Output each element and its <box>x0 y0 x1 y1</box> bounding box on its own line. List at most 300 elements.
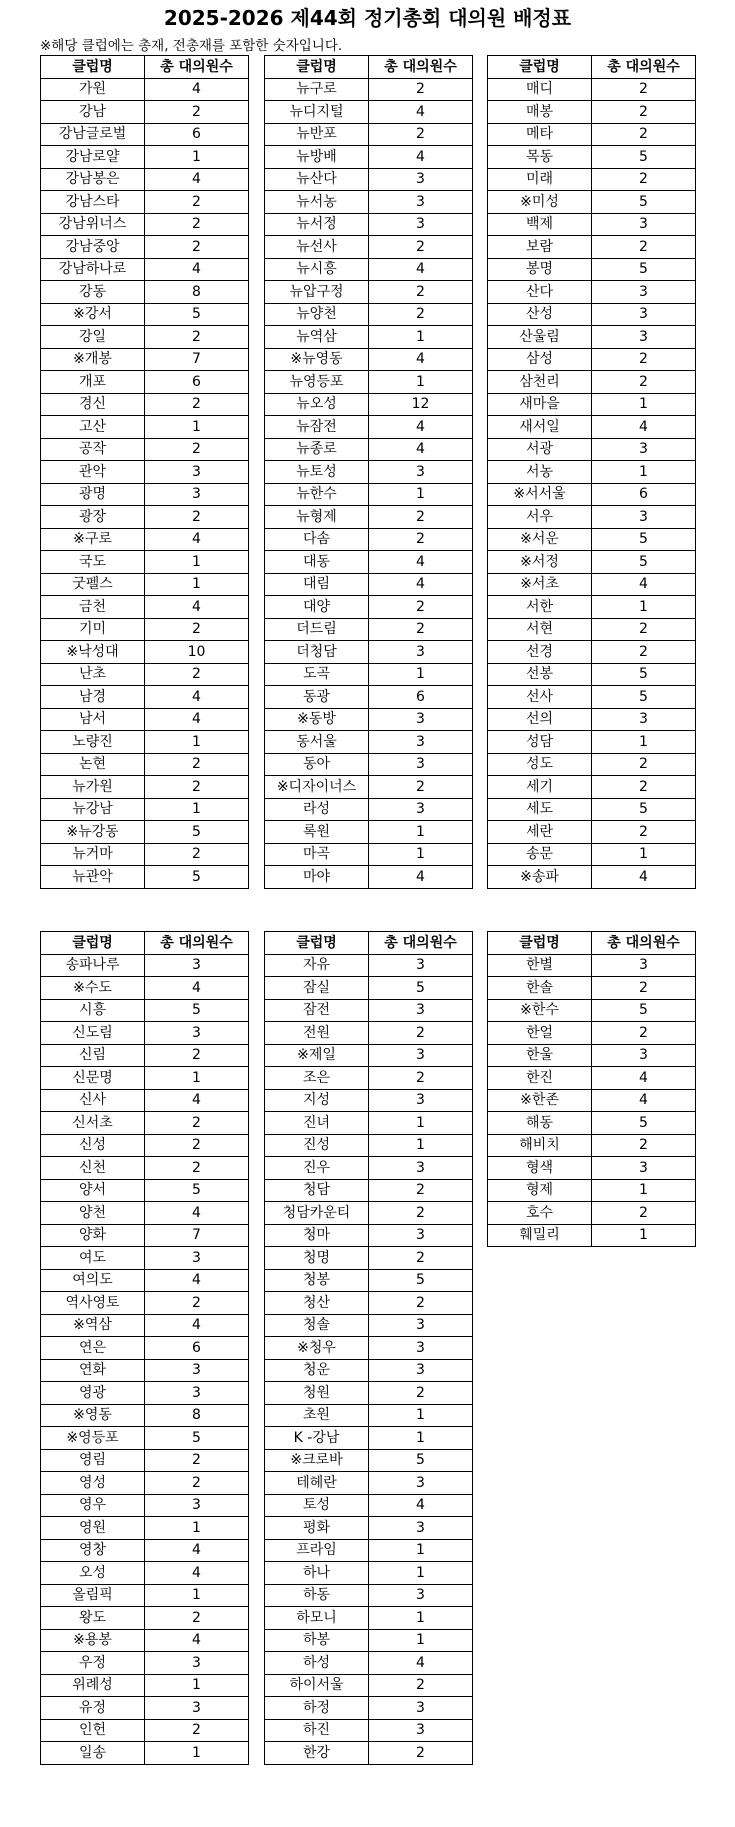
table-row <box>265 1382 473 1405</box>
table-row <box>41 303 249 326</box>
header-club-name: 클럽명 <box>41 932 145 955</box>
table-row <box>488 348 696 371</box>
delegate-count-cell: 3 <box>145 1697 249 1720</box>
table-row <box>488 641 696 664</box>
delegate-count-cell: 3 <box>369 1472 473 1495</box>
delegate-count-cell: 3 <box>369 1719 473 1742</box>
delegate-count-cell: 4 <box>145 78 249 101</box>
table-row <box>41 528 249 551</box>
table-row <box>41 1157 249 1180</box>
club-name-cell: 신도림 <box>41 1022 145 1045</box>
delegate-count-cell: 5 <box>369 977 473 1000</box>
table-row <box>41 101 249 124</box>
club-name-cell: 뉴구로 <box>265 78 369 101</box>
delegate-count-cell: 2 <box>592 371 696 394</box>
table-row <box>41 708 249 731</box>
delegate-count-cell: 2 <box>592 1022 696 1045</box>
club-name-cell: 관악 <box>41 461 145 484</box>
delegate-count-cell: 1 <box>369 821 473 844</box>
delegate-count-cell: 1 <box>592 1224 696 1247</box>
delegate-count-cell: 4 <box>369 1494 473 1517</box>
table-row <box>488 483 696 506</box>
delegate-count-cell: 2 <box>369 1292 473 1315</box>
club-name-cell: 새서일 <box>488 416 592 439</box>
delegate-count-cell: 3 <box>369 1314 473 1337</box>
table-row <box>488 708 696 731</box>
delegate-count-cell: 4 <box>592 866 696 889</box>
delegate-count-cell: 1 <box>369 1134 473 1157</box>
table-row <box>41 843 249 866</box>
club-name-cell: 도곡 <box>265 663 369 686</box>
delegate-count-cell: 4 <box>145 1202 249 1225</box>
club-name-cell: 뉴형제 <box>265 506 369 529</box>
delegate-count-cell: 3 <box>369 1157 473 1180</box>
header-row <box>41 56 249 79</box>
delegate-count-cell: 5 <box>592 1112 696 1135</box>
club-name-cell: 하이서울 <box>265 1674 369 1697</box>
club-name-cell: 강일 <box>41 326 145 349</box>
table-row <box>265 483 473 506</box>
table-row <box>488 977 696 1000</box>
club-name-cell: 뉴종로 <box>265 438 369 461</box>
club-name-cell: 하정 <box>265 1697 369 1720</box>
club-name-cell: 대동 <box>265 551 369 574</box>
delegate-count-cell: 5 <box>592 999 696 1022</box>
header-row <box>41 932 249 955</box>
delegate-count-cell: 3 <box>369 708 473 731</box>
club-name-cell: 프라임 <box>265 1539 369 1562</box>
delegate-count-cell: 3 <box>145 954 249 977</box>
delegate-count-cell: 1 <box>369 663 473 686</box>
table-row <box>488 596 696 619</box>
club-name-cell: ※서정 <box>488 551 592 574</box>
delegate-count-cell: 6 <box>369 686 473 709</box>
delegate-count-cell: 4 <box>369 416 473 439</box>
table-row <box>488 168 696 191</box>
club-name-cell: 여의도 <box>41 1269 145 1292</box>
club-name-cell: 양서 <box>41 1179 145 1202</box>
table-row <box>41 1404 249 1427</box>
delegate-count-cell: 1 <box>592 393 696 416</box>
delegate-count-cell: 2 <box>369 78 473 101</box>
delegate-count-cell: 5 <box>592 528 696 551</box>
table-row <box>41 731 249 754</box>
delegate-count-cell: 2 <box>145 393 249 416</box>
club-table-3 <box>487 55 696 889</box>
header-row <box>265 56 473 79</box>
header-delegate-count: 총 대의원수 <box>592 932 696 955</box>
club-name-cell: 여도 <box>41 1247 145 1270</box>
table-row <box>41 1427 249 1450</box>
club-name-cell: 시흥 <box>41 999 145 1022</box>
club-name-cell: 연은 <box>41 1337 145 1360</box>
table-row <box>41 1179 249 1202</box>
table-row <box>488 663 696 686</box>
table-row <box>41 954 249 977</box>
table-row <box>488 146 696 169</box>
header-club-name: 클럽명 <box>41 56 145 79</box>
delegate-count-cell: 3 <box>145 1494 249 1517</box>
delegate-count-cell: 4 <box>145 168 249 191</box>
club-name-cell: 뉴서농 <box>265 191 369 214</box>
club-name-cell: ※영동 <box>41 1404 145 1427</box>
club-name-cell: 강남글로벌 <box>41 123 145 146</box>
club-name-cell: 신사 <box>41 1089 145 1112</box>
delegate-count-cell: 3 <box>592 438 696 461</box>
club-name-cell: 형색 <box>488 1157 592 1180</box>
table-row <box>41 258 249 281</box>
table-row <box>41 1224 249 1247</box>
club-name-cell: 신서초 <box>41 1112 145 1135</box>
table-row <box>41 461 249 484</box>
club-name-cell: 뉴양천 <box>265 303 369 326</box>
table-row <box>265 1449 473 1472</box>
delegate-count-cell: 4 <box>145 1314 249 1337</box>
club-name-cell: 성도 <box>488 753 592 776</box>
delegate-count-cell: 2 <box>592 348 696 371</box>
club-name-cell: 영림 <box>41 1449 145 1472</box>
club-name-cell: 양화 <box>41 1224 145 1247</box>
table-row <box>488 1022 696 1045</box>
club-name-cell: 강남중앙 <box>41 236 145 259</box>
club-name-cell: 잠실 <box>265 977 369 1000</box>
table-row <box>488 843 696 866</box>
club-name-cell: 일송 <box>41 1742 145 1765</box>
delegate-count-cell: 2 <box>592 101 696 124</box>
table-row <box>41 686 249 709</box>
page-title: 2025-2026 제44회 정기총회 대의원 배정표 <box>163 6 572 30</box>
delegate-count-cell: 2 <box>145 843 249 866</box>
club-name-cell: 뉴토성 <box>265 461 369 484</box>
club-name-cell: 뉴반포 <box>265 123 369 146</box>
table-row <box>265 1157 473 1180</box>
table-row <box>265 753 473 776</box>
delegate-count-cell: 5 <box>145 1179 249 1202</box>
club-name-cell: 영창 <box>41 1539 145 1562</box>
club-name-cell: 형제 <box>488 1179 592 1202</box>
table-row <box>488 438 696 461</box>
delegate-count-cell: 1 <box>369 1607 473 1630</box>
delegate-count-cell: 2 <box>145 618 249 641</box>
delegate-count-cell: 2 <box>592 168 696 191</box>
club-name-cell: 세기 <box>488 776 592 799</box>
header-row <box>488 56 696 79</box>
club-name-cell: 산성 <box>488 303 592 326</box>
delegate-count-cell: 5 <box>145 303 249 326</box>
delegate-count-cell: 1 <box>145 1674 249 1697</box>
delegate-count-cell: 1 <box>145 731 249 754</box>
table-row <box>488 1179 696 1202</box>
club-name-cell: 잠전 <box>265 999 369 1022</box>
delegate-count-cell: 3 <box>592 1044 696 1067</box>
club-name-cell: 강남로얄 <box>41 146 145 169</box>
delegate-count-cell: 3 <box>369 461 473 484</box>
table-row <box>265 258 473 281</box>
club-name-cell: 유정 <box>41 1697 145 1720</box>
delegate-count-cell: 6 <box>145 123 249 146</box>
club-name-cell: 대림 <box>265 573 369 596</box>
club-name-cell: K -강남 <box>265 1427 369 1450</box>
club-name-cell: 우정 <box>41 1652 145 1675</box>
club-name-cell: 목동 <box>488 146 592 169</box>
club-name-cell: 청명 <box>265 1247 369 1270</box>
table-row <box>41 506 249 529</box>
delegate-count-cell: 2 <box>369 1067 473 1090</box>
delegate-count-cell: 2 <box>369 236 473 259</box>
table-row <box>265 348 473 371</box>
delegate-count-cell: 3 <box>369 1517 473 1540</box>
delegate-count-cell: 6 <box>592 483 696 506</box>
club-name-cell: 삼성 <box>488 348 592 371</box>
delegate-count-cell: 1 <box>145 416 249 439</box>
club-name-cell: 산다 <box>488 281 592 304</box>
club-name-cell: 뉴압구정 <box>265 281 369 304</box>
table-row <box>41 348 249 371</box>
club-table-2 <box>264 55 473 889</box>
club-name-cell: ※뉴영동 <box>265 348 369 371</box>
delegate-count-cell: 1 <box>369 1539 473 1562</box>
delegate-count-cell: 5 <box>145 999 249 1022</box>
table-row <box>41 551 249 574</box>
delegate-count-cell: 2 <box>369 528 473 551</box>
table-row <box>265 168 473 191</box>
delegate-count-cell: 4 <box>369 258 473 281</box>
table-row <box>41 1269 249 1292</box>
table-row <box>41 1652 249 1675</box>
delegate-count-cell: 2 <box>369 1382 473 1405</box>
delegate-count-cell: 2 <box>145 1472 249 1495</box>
club-name-cell: 테헤란 <box>265 1472 369 1495</box>
header-club-name: 클럽명 <box>265 56 369 79</box>
table-row <box>41 1607 249 1630</box>
table-row <box>265 1337 473 1360</box>
table-row <box>41 1067 249 1090</box>
table-row <box>265 843 473 866</box>
table-row <box>488 1134 696 1157</box>
table-row <box>41 1562 249 1585</box>
delegate-count-cell: 5 <box>369 1449 473 1472</box>
delegate-count-cell: 1 <box>592 731 696 754</box>
table-row <box>265 1089 473 1112</box>
delegate-count-cell: 5 <box>145 866 249 889</box>
club-name-cell: 뉴가원 <box>41 776 145 799</box>
table-row <box>41 573 249 596</box>
club-name-cell: 광명 <box>41 483 145 506</box>
delegate-count-cell: 5 <box>145 821 249 844</box>
delegate-count-cell: 3 <box>145 1652 249 1675</box>
table-row <box>41 393 249 416</box>
header-delegate-count: 총 대의원수 <box>145 56 249 79</box>
delegate-count-cell: 4 <box>145 686 249 709</box>
table-row <box>41 1584 249 1607</box>
club-name-cell: 성담 <box>488 731 592 754</box>
table-row <box>265 1292 473 1315</box>
club-name-cell: 영광 <box>41 1382 145 1405</box>
delegate-count-cell: 1 <box>145 1517 249 1540</box>
club-name-cell: 뉴관악 <box>41 866 145 889</box>
table-row <box>41 483 249 506</box>
club-name-cell: ※역삼 <box>41 1314 145 1337</box>
table-row <box>265 731 473 754</box>
club-name-cell: 세도 <box>488 798 592 821</box>
table-row <box>41 1292 249 1315</box>
club-name-cell: 한별 <box>488 954 592 977</box>
club-name-cell: 백제 <box>488 213 592 236</box>
table-row <box>41 618 249 641</box>
table-row <box>41 1314 249 1337</box>
club-name-cell: 삼천리 <box>488 371 592 394</box>
table-row <box>41 977 249 1000</box>
table-row <box>265 977 473 1000</box>
delegate-count-cell: 1 <box>145 1067 249 1090</box>
club-name-cell: 강남 <box>41 101 145 124</box>
delegate-count-cell: 3 <box>369 1224 473 1247</box>
table-row <box>488 618 696 641</box>
club-name-cell: 대양 <box>265 596 369 619</box>
club-name-cell: 청운 <box>265 1359 369 1382</box>
delegate-count-cell: 3 <box>592 708 696 731</box>
delegate-count-cell: 2 <box>145 1044 249 1067</box>
table-row <box>41 641 249 664</box>
club-name-cell: 더드림 <box>265 618 369 641</box>
delegate-count-cell: 3 <box>369 1359 473 1382</box>
header-club-name: 클럽명 <box>488 56 592 79</box>
table-row <box>265 1742 473 1765</box>
club-name-cell: 한울 <box>488 1044 592 1067</box>
delegate-count-cell: 4 <box>369 348 473 371</box>
table-row <box>265 146 473 169</box>
club-name-cell: 뉴강남 <box>41 798 145 821</box>
club-name-cell: 더청담 <box>265 641 369 664</box>
header-row <box>265 932 473 955</box>
club-name-cell: 역사영토 <box>41 1292 145 1315</box>
header-club-name: 클럽명 <box>488 932 592 955</box>
club-name-cell: 한얼 <box>488 1022 592 1045</box>
club-name-cell: ※구로 <box>41 528 145 551</box>
note-text: ※해당 클럽에는 총재, 전총재를 포함한 숫자입니다. <box>40 38 343 54</box>
table-row <box>265 1629 473 1652</box>
table-row <box>41 1134 249 1157</box>
club-name-cell: 새마을 <box>488 393 592 416</box>
club-name-cell: 국도 <box>41 551 145 574</box>
table-row <box>265 686 473 709</box>
club-name-cell: 하성 <box>265 1652 369 1675</box>
club-name-cell: 청산 <box>265 1292 369 1315</box>
table-row <box>488 371 696 394</box>
table-row <box>488 303 696 326</box>
table-row <box>265 1404 473 1427</box>
club-name-cell: 전원 <box>265 1022 369 1045</box>
delegate-count-cell: 2 <box>369 618 473 641</box>
delegate-count-cell: 3 <box>145 1382 249 1405</box>
delegate-count-cell: 3 <box>369 1089 473 1112</box>
delegate-count-cell: 2 <box>369 1179 473 1202</box>
table-row <box>265 326 473 349</box>
club-name-cell: 토성 <box>265 1494 369 1517</box>
table-row <box>488 461 696 484</box>
table-row <box>265 866 473 889</box>
table-row <box>41 1337 249 1360</box>
delegate-count-cell: 3 <box>145 1359 249 1382</box>
table-row <box>265 1247 473 1270</box>
delegate-count-cell: 4 <box>145 1269 249 1292</box>
table-row <box>265 1044 473 1067</box>
table-row <box>265 78 473 101</box>
club-name-cell: 공작 <box>41 438 145 461</box>
delegate-count-cell: 2 <box>145 236 249 259</box>
table-row <box>265 101 473 124</box>
delegate-count-cell: 3 <box>369 191 473 214</box>
table-row <box>488 506 696 529</box>
club-name-cell: 개포 <box>41 371 145 394</box>
delegate-count-cell: 1 <box>369 1562 473 1585</box>
delegate-count-cell: 2 <box>369 1742 473 1765</box>
table-row <box>488 78 696 101</box>
club-name-cell: 굿펠스 <box>41 573 145 596</box>
table-row <box>265 618 473 641</box>
table-row <box>488 1224 696 1247</box>
club-name-cell: 송문 <box>488 843 592 866</box>
club-name-cell: 강남하나로 <box>41 258 145 281</box>
club-name-cell: 지성 <box>265 1089 369 1112</box>
delegate-count-cell: 2 <box>369 1022 473 1045</box>
delegate-count-cell: 4 <box>369 101 473 124</box>
club-name-cell: 진녀 <box>265 1112 369 1135</box>
table-row <box>41 776 249 799</box>
table-row <box>41 1112 249 1135</box>
table-row <box>265 1652 473 1675</box>
table-row <box>488 236 696 259</box>
table-row <box>265 776 473 799</box>
club-name-cell: 경신 <box>41 393 145 416</box>
club-name-cell: 호수 <box>488 1202 592 1225</box>
table-row <box>265 393 473 416</box>
table-row <box>265 1202 473 1225</box>
club-name-cell: 청원 <box>265 1382 369 1405</box>
delegate-count-cell: 2 <box>592 641 696 664</box>
table-row <box>488 528 696 551</box>
table-row <box>488 1112 696 1135</box>
club-name-cell: 선경 <box>488 641 592 664</box>
club-name-cell: ※디자이너스 <box>265 776 369 799</box>
delegate-count-cell: 3 <box>369 213 473 236</box>
club-name-cell: 뉴한수 <box>265 483 369 506</box>
table-row <box>488 1089 696 1112</box>
delegate-count-cell: 3 <box>369 954 473 977</box>
club-name-cell: 한강 <box>265 1742 369 1765</box>
table-row <box>488 798 696 821</box>
table-row <box>265 1607 473 1630</box>
table-row <box>488 123 696 146</box>
table-row <box>265 551 473 574</box>
club-name-cell: 서현 <box>488 618 592 641</box>
table-row <box>265 236 473 259</box>
delegate-count-cell: 5 <box>592 798 696 821</box>
table-row <box>488 1044 696 1067</box>
delegate-count-cell: 2 <box>145 101 249 124</box>
table-row <box>488 573 696 596</box>
header-delegate-count: 총 대의원수 <box>369 56 473 79</box>
delegate-count-cell: 2 <box>592 821 696 844</box>
table-row <box>41 1697 249 1720</box>
delegate-count-cell: 5 <box>592 146 696 169</box>
club-name-cell: ※크로바 <box>265 1449 369 1472</box>
table-row <box>41 1044 249 1067</box>
table-row <box>41 146 249 169</box>
delegate-count-cell: 12 <box>369 393 473 416</box>
club-name-cell: 진성 <box>265 1134 369 1157</box>
delegate-count-cell: 2 <box>592 1202 696 1225</box>
